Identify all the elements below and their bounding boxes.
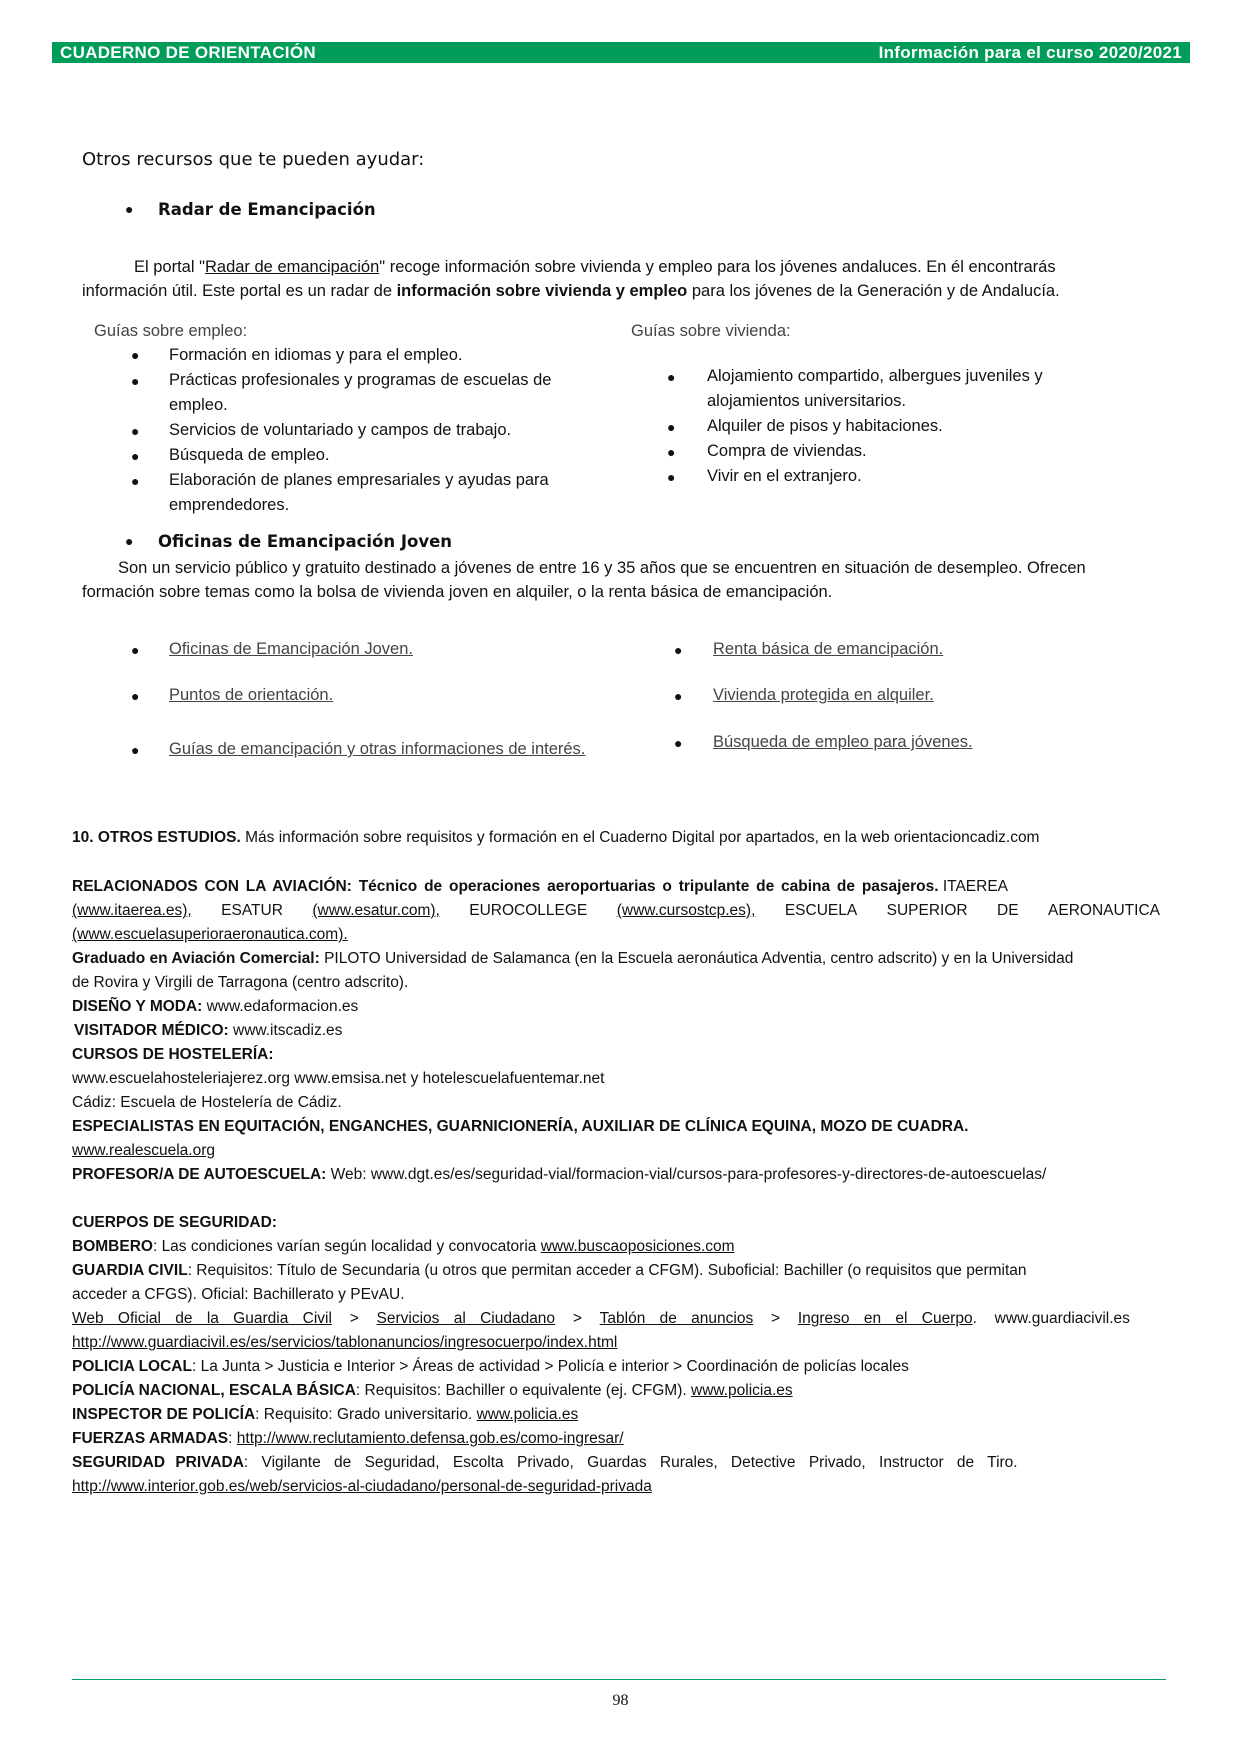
inspector-policia-bold: INSPECTOR DE POLICÍA (72, 1406, 256, 1423)
link-puntos-orientacion[interactable]: Puntos de orientación. (169, 686, 334, 704)
oficinas-paragraph-line-2: formación sobre temas como la bolsa de vivienda joven en alquiler, o la renta básica de emancipación. (82, 583, 833, 601)
aviacion-bold: RELACIONADOS CON LA AVIACIÓN: Técnico de operaciones aeroportuarias o tripulante de cabina de pasajeros. (72, 878, 939, 895)
graduado-rest: PILOTO Universidad de Salamanca (en la Escuela aeronáutica Adventia, centro adscrito) y en la Universidad (319, 950, 1074, 967)
header-right-title: Información para el curso 2020/2021 (878, 42, 1182, 62)
link-renta-basica[interactable]: Renta básica de emancipación. (713, 640, 944, 658)
seguridad-privada-rest: : Vigilante de Seguridad, Escolta Privado, Guardas Rurales, Detective Privado, Instructor de Tiro. (243, 1454, 1018, 1471)
escuela-word: ESCUELA (784, 902, 858, 919)
diseno-rest: www.edaformacion.es (202, 998, 359, 1015)
page-number: 98 (612, 1692, 629, 1709)
empleo-item: Formación en idiomas y para el empleo. (169, 346, 463, 364)
graduado-line-2: de Rovira y Virgili de Tarragona (centro adscrito). (72, 974, 409, 991)
link-esatur[interactable]: (www.esatur.com), (312, 902, 440, 919)
radar-heading: Radar de Emancipación (158, 200, 376, 219)
inspector-policia-rest: : Requisito: Grado universitario. (255, 1406, 477, 1423)
empleo-item: Prácticas profesionales y programas de escuelas de (169, 371, 552, 389)
visitador-bold: VISITADOR MÉDICO: (74, 1022, 229, 1039)
diseno-line (72, 995, 358, 1019)
vivienda-title: Guías sobre vivienda: (631, 322, 791, 340)
policia-local-line (72, 1355, 909, 1379)
guardia-civil-rest: : Requisitos: Título de Secundaria (u otros que permitan acceder a CFGM). Suboficial: Bachiller (o requisitos que permitan (187, 1262, 1027, 1279)
breadcrumb-separator: > (572, 1310, 582, 1327)
hosteleria-line-1: www.escuelahosteleriajerez.org www.emsisa.net y hotelescuelafuentemar.net (72, 1070, 605, 1087)
period: . (972, 1310, 977, 1327)
graduado-bold: Graduado en Aviación Comercial: (72, 950, 320, 967)
bullet: ● (667, 419, 676, 435)
policia-nacional-line (72, 1379, 793, 1403)
guardia-civil-bold: GUARDIA CIVIL (72, 1262, 188, 1279)
de-word: DE (997, 902, 1019, 919)
seguridad-privada-bold: SEGURIDAD PRIVADA (72, 1454, 244, 1471)
policia-local-rest: : La Junta > Justicia e Interior > Áreas de actividad > Policía e interior > Coordinación de policías locales (191, 1358, 909, 1375)
oficinas-paragraph-line-1: Son un servicio público y gratuito destinado a jóvenes de entre 16 y 35 años que se encuentren en situación de desempleo. Ofrecen (118, 559, 1086, 577)
link-realescuela[interactable]: www.realescuela.org (72, 1142, 216, 1159)
bullet: ● (674, 642, 683, 658)
link-guias-emancipacion[interactable]: Guías de emancipación y otras informaciones de interés. (169, 740, 586, 758)
bullet: ● (674, 735, 683, 751)
link-tablon-anuncios[interactable]: Tablón de anuncios (599, 1310, 754, 1327)
autoescuela-rest: Web: www.dgt.es/es/seguridad-vial/formacion-vial/cursos-para-profesores-y-directores-de-autoescuelas/ (326, 1166, 1047, 1183)
superior-word: SUPERIOR (886, 902, 968, 919)
link-busqueda-empleo[interactable]: Búsqueda de empleo para jóvenes. (713, 733, 973, 751)
bullet: ● (131, 742, 140, 758)
seguridad-title: CUERPOS DE SEGURIDAD: (72, 1214, 277, 1231)
link-guardiacivil-ingreso[interactable]: http://www.guardiacivil.es/es/servicios/tablonanuncios/ingresocuerpo/index.html (72, 1334, 618, 1351)
link-vivienda-protegida[interactable]: Vivienda protegida en alquiler. (713, 686, 934, 704)
bullet: ● (131, 688, 140, 704)
aeronautica-word: AERONAUTICA (1048, 902, 1160, 919)
guardia-civil-line-3 (72, 1307, 1130, 1331)
empleo-item: Búsqueda de empleo. (169, 446, 330, 464)
guardiacivil-web: www.guardiacivil.es (994, 1310, 1130, 1327)
empleo-item: Servicios de voluntariado y campos de trabajo. (169, 421, 512, 439)
link-policia[interactable]: www.policia.es (691, 1382, 793, 1399)
link-itaerea[interactable]: (www.itaerea.es), (72, 902, 192, 919)
aviacion-itaerea: ITAEREA (938, 878, 1008, 895)
bullet: ● (667, 444, 676, 460)
fuerzas-armadas-bold: FUERZAS ARMADAS (72, 1430, 229, 1447)
guardia-civil-line-1 (72, 1259, 1130, 1283)
eurocollege-label: EUROCOLLEGE (469, 902, 588, 919)
empleo-item: Elaboración de planes empresariales y ayudas para (169, 471, 549, 489)
vivienda-item: Alquiler de pisos y habitaciones. (707, 417, 943, 435)
radar-p1-start: El portal " (134, 258, 205, 276)
radar-p2-bold: información sobre vivienda y empleo (396, 282, 688, 300)
fuerzas-armadas-line (72, 1427, 624, 1451)
estudios-title (72, 826, 1039, 850)
bullet: ● (131, 423, 140, 439)
intro-text: Otros recursos que te pueden ayudar: (82, 149, 425, 170)
empleo-title: Guías sobre empleo: (94, 322, 248, 340)
radar-p1-end: " recoge información sobre vivienda y empleo para los jóvenes andaluces. En él encontrarás (379, 258, 1056, 276)
fuerzas-armadas-rest: : (228, 1430, 237, 1447)
aviacion-line-1 (72, 875, 1160, 899)
breadcrumb-separator: > (771, 1310, 781, 1327)
inspector-policia-line (72, 1403, 578, 1427)
footer-divider (72, 1679, 1166, 1680)
policia-nacional-rest: : Requisitos: Bachiller o equivalente (ej. CFGM). (355, 1382, 691, 1399)
bullet: ● (131, 642, 140, 658)
radar-p2-end: para los jóvenes de la Generación y de Andalucía. (687, 282, 1060, 300)
link-oficinas-emancipacion[interactable]: Oficinas de Emancipación Joven. (169, 640, 413, 658)
bullet: ● (667, 469, 676, 485)
autoescuela-bold: PROFESOR/A DE AUTOESCUELA: (72, 1166, 327, 1183)
link-reclutamiento[interactable]: http://www.reclutamiento.defensa.gob.es/como-ingresar/ (236, 1430, 624, 1447)
link-cursostcp[interactable]: (www.cursostcp.es), (616, 902, 756, 919)
bombero-rest: : Las condiciones varían según localidad y convocatoria (152, 1238, 541, 1255)
link-policia[interactable]: www.policia.es (476, 1406, 579, 1423)
bullet: ● (667, 369, 676, 385)
bullet: ● (674, 688, 683, 704)
radar-link[interactable]: Radar de emancipación (204, 258, 380, 276)
link-web-guardia-civil[interactable]: Web Oficial de la Guardia Civil (72, 1310, 332, 1327)
vivienda-item: Alojamiento compartido, albergues juveniles y (707, 367, 1043, 385)
autoescuela-line (72, 1163, 1046, 1187)
link-servicios-ciudadano[interactable]: Servicios al Ciudadano (376, 1310, 556, 1327)
equitacion-title: ESPECIALISTAS EN EQUITACIÓN, ENGANCHES, GUARNICIONERÍA, AUXILIAR DE CLÍNICA EQUINA, MOZO DE CUADRA. (72, 1118, 969, 1135)
graduado-line-1 (72, 947, 1073, 971)
hosteleria-line-2: Cádiz: Escuela de Hostelería de Cádiz. (72, 1094, 342, 1111)
bullet: ● (125, 201, 134, 217)
guardia-civil-line-2: acceder a CFGS). Oficial: Bachillerato y PEvAU. (72, 1286, 405, 1303)
seguridad-privada-line (72, 1451, 1130, 1475)
bullet: ● (131, 448, 140, 464)
bullet: ● (131, 347, 140, 363)
visitador-line (74, 1019, 342, 1043)
radar-paragraph-line-2 (82, 279, 1060, 303)
link-seguridad-privada[interactable]: http://www.interior.gob.es/web/servicios-al-ciudadano/personal-de-seguridad-privada (72, 1478, 652, 1495)
bullet: ● (125, 533, 134, 549)
estudios-title-bold: 10. OTROS ESTUDIOS. (72, 829, 241, 846)
estudios-title-rest: Más información sobre requisitos y formación en el Cuaderno Digital por apartados, en la web orientacioncadiz.com (240, 829, 1040, 846)
hosteleria-title: CURSOS DE HOSTELERÍA: (72, 1046, 274, 1063)
radar-p2-start: información útil. Este portal es un radar de (82, 282, 397, 300)
bombero-line (72, 1235, 735, 1259)
link-ingreso-cuerpo[interactable]: Ingreso en el Cuerpo (797, 1310, 973, 1327)
header-left-title: CUADERNO DE ORIENTACIÓN (60, 42, 316, 62)
bullet: ● (131, 473, 140, 489)
policia-nacional-bold: POLICÍA NACIONAL, ESCALA BÁSICA (72, 1382, 356, 1399)
esatur-label: ESATUR (221, 902, 283, 919)
vivienda-item: alojamientos universitarios. (707, 392, 907, 410)
link-buscaoposiciones[interactable]: www.buscaoposiciones.com (540, 1238, 735, 1255)
bullet: ● (131, 373, 140, 389)
radar-paragraph-line-1 (134, 255, 1056, 279)
aviacion-line-2 (72, 899, 1160, 923)
vivienda-item: Vivir en el extranjero. (707, 467, 862, 485)
diseno-bold: DISEÑO Y MODA: (72, 998, 203, 1015)
visitador-rest: www.itscadiz.es (228, 1022, 343, 1039)
vivienda-item: Compra de viviendas. (707, 442, 867, 460)
breadcrumb-separator: > (349, 1310, 359, 1327)
bombero-bold: BOMBERO (72, 1238, 153, 1255)
oficinas-heading: Oficinas de Emancipación Joven (158, 532, 453, 551)
policia-local-bold: POLICIA LOCAL (72, 1358, 192, 1375)
header-bar (52, 42, 1190, 63)
empleo-item: emprendedores. (169, 496, 290, 514)
link-escuela-superior-aeronautica[interactable]: (www.escuelasuperioraeronautica.com). (72, 926, 348, 943)
empleo-item: empleo. (169, 396, 228, 414)
